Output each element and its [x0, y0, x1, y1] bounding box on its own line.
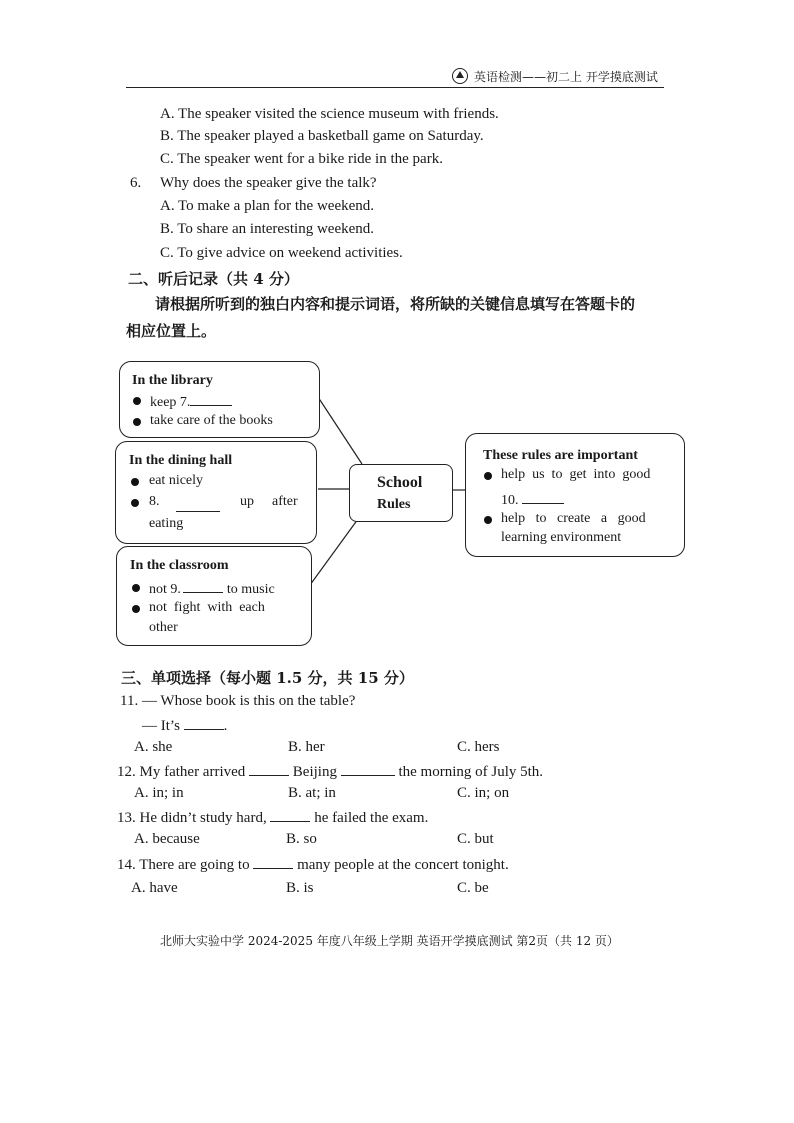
q14-option-b: B. is [286, 880, 314, 896]
important-item-2-line2: learning environment [501, 530, 622, 545]
blank-7 [190, 392, 232, 406]
q14-stem-pre: 14. There are going to [117, 857, 250, 873]
classroom-item-1-post: to music [226, 582, 275, 597]
q11-option-b: B. her [288, 739, 325, 755]
q6-option-b: B. To share an interesting weekend. [160, 221, 375, 237]
q12-option-c: C. in; on [457, 785, 510, 801]
q6-number: 6. [130, 175, 142, 191]
bullet-icon [131, 499, 139, 507]
dining-item-2-up: up [240, 494, 254, 509]
q13-stem-pre: 13. He didn’t study hard, [117, 810, 267, 826]
section2-heading: 二、听后记录（共 4 分） [128, 270, 299, 288]
library-title: In the library [132, 373, 213, 388]
blank-9 [183, 579, 223, 593]
library-item-1-text: keep 7. [150, 395, 191, 410]
bullet-icon [484, 516, 492, 524]
library-item-1 [150, 392, 232, 411]
q12-option-a: A. in; in [134, 785, 184, 801]
classroom-item-2-line1: not fight with each [149, 600, 265, 615]
q5-option-a: A. The speaker visited the science museum with friends. [160, 106, 499, 122]
school-rules-center-box [349, 464, 453, 522]
q13-stem [117, 808, 428, 827]
q12-stem-post: the morning of July 5th. [398, 764, 544, 780]
q6-question: Why does the speaker give the talk? [160, 175, 377, 191]
q11-stem2 [142, 716, 227, 735]
q5-option-b: B. The speaker played a basketball game on Saturday. [160, 128, 484, 144]
bullet-icon [132, 605, 140, 613]
q12-stem [117, 762, 543, 781]
q13-stem-post: he failed the exam. [314, 810, 429, 826]
bullet-icon [484, 472, 492, 480]
library-item-2: take care of the books [150, 413, 273, 428]
classroom-title: In the classroom [130, 558, 229, 573]
dining-item-1: eat nicely [149, 473, 204, 488]
bullet-icon [133, 397, 141, 405]
q12-option-b: B. at; in [288, 785, 336, 801]
classroom-item-2-line2: other [149, 620, 178, 635]
bullet-icon [133, 418, 141, 426]
q14-option-c: C. be [457, 880, 489, 896]
dining-title: In the dining hall [129, 453, 233, 468]
q12-blank-1 [249, 762, 289, 776]
section3-heading: 三、单项选择（每小题 1.5 分，共 15 分） [121, 669, 414, 687]
center-line2: Rules [377, 497, 411, 512]
q6-option-c: C. To give advice on weekend activities. [160, 245, 403, 261]
q5-option-c: C. The speaker went for a bike ride in the park. [160, 151, 443, 167]
center-line1: School [377, 474, 423, 491]
q14-stem-post: many people at the concert tonight. [297, 857, 509, 873]
bullet-icon [131, 478, 139, 486]
q12-stem-pre: 12. My father arrived [117, 764, 246, 780]
classroom-item-1 [149, 579, 275, 598]
important-item-1-line2 [501, 490, 564, 509]
dining-hall-rules-box [115, 441, 317, 544]
q12-stem-mid: Beijing [292, 764, 337, 780]
q11-option-a: A. she [134, 739, 173, 755]
important-title: These rules are important [483, 448, 638, 463]
q11-stem2-pre: — It’s [142, 718, 180, 734]
page-footer: 北师大实验中学 2024-2025 年度八年级上学期 英语开学摸底测试 第2页（共 12 页） [160, 934, 619, 948]
section2-instruction-line2: 相应位置上。 [126, 322, 217, 340]
blank-8 [176, 498, 220, 512]
dining-item-2-after: after [272, 494, 298, 509]
classroom-item-1-pre: not 9. [149, 582, 181, 597]
q13-blank [270, 808, 310, 822]
q11-option-c: C. hers [457, 739, 500, 755]
important-item-1-num: 10. [501, 493, 519, 508]
q14-blank [253, 855, 293, 869]
q11-stem: 11. — Whose book is this on the table? [120, 693, 356, 709]
q14-option-a: A. have [131, 880, 178, 896]
dining-item-2-line2: eating [149, 516, 184, 531]
q14-stem [117, 855, 509, 874]
q11-blank [184, 716, 224, 730]
header-title: 英语检测——初二上 开学摸底测试 [474, 70, 658, 84]
rules-important-box [465, 433, 685, 557]
section2-instruction-line1: 请根据所听到的独白内容和提示词语，将所缺的关键信息填写在答题卡的 [155, 295, 636, 313]
blank-10 [522, 490, 564, 504]
library-rules-box [119, 361, 320, 438]
q12-blank-2 [341, 762, 395, 776]
q13-option-b: B. so [286, 831, 317, 847]
bullet-icon [132, 584, 140, 592]
q11-stem2-post: . [223, 718, 228, 734]
q13-option-c: C. but [457, 831, 494, 847]
dining-item-2-num: 8. [149, 494, 160, 509]
important-item-2-line1: help to create a good [501, 511, 646, 526]
q6-option-a: A. To make a plan for the weekend. [160, 198, 375, 214]
important-item-1-line1: help us to get into good [501, 467, 651, 482]
classroom-rules-box [116, 546, 312, 646]
q13-option-a: A. because [134, 831, 200, 847]
